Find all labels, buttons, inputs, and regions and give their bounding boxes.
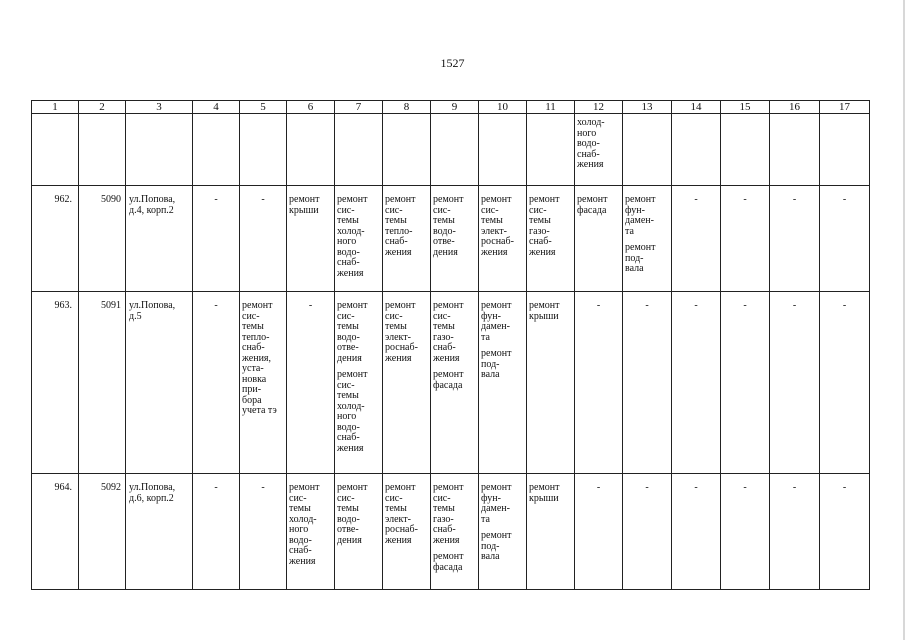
work-cell-col10	[479, 186, 527, 292]
building-code: 5092	[79, 474, 126, 590]
cell-text: снаб-	[433, 524, 456, 535]
work-cell-col9	[431, 474, 479, 590]
work-cell-col10	[479, 474, 527, 590]
cell-text: дения	[337, 352, 362, 364]
cell-text: та	[481, 513, 490, 525]
cell-text: ул.Попова,	[129, 194, 176, 205]
work-cell-col12: -	[575, 474, 623, 590]
header-cell: 2	[79, 101, 126, 114]
table-cell	[383, 114, 431, 186]
header-cell: 4	[193, 101, 240, 114]
cell-text: холод-	[289, 513, 317, 525]
cell-text: снаб-	[242, 342, 265, 353]
cell-text: дамен-	[625, 215, 654, 226]
work-cell-col12	[575, 186, 623, 292]
work-cell-col16: -	[770, 474, 820, 590]
cell-text: тепло-	[385, 225, 413, 237]
cell-text: под-	[481, 540, 500, 552]
work-cell-col13: -	[623, 474, 672, 590]
table-row	[32, 186, 870, 292]
cell-text: ул.Попова,	[129, 300, 176, 311]
row-number: 962.	[32, 186, 79, 292]
cell-text: жения	[385, 352, 412, 364]
cell-text: снаб-	[577, 148, 600, 160]
work-cell-col6	[287, 186, 335, 292]
work-cell-col15: -	[721, 474, 770, 590]
cell-text: темы	[433, 321, 455, 332]
cell-text: ремонт	[289, 194, 320, 205]
cell-text: сис-	[289, 492, 307, 504]
cell-text: уста-	[242, 363, 264, 374]
cell-text: снаб-	[385, 236, 408, 247]
cell-text: водо-	[337, 331, 360, 343]
header-cell: 17	[820, 101, 870, 114]
work-cell-col4: -	[193, 186, 240, 292]
cell-text: под-	[625, 252, 644, 264]
cell-text: та	[625, 225, 634, 237]
cell-text: учета тэ	[242, 405, 277, 416]
cell-text: бора	[242, 394, 262, 406]
cell-text: новка	[242, 373, 267, 385]
cell-text: вала	[625, 263, 644, 274]
table-cell	[126, 114, 193, 186]
cell-text: крыши	[289, 204, 319, 216]
cell-text: водо-	[433, 225, 456, 237]
cell-text: ного	[289, 524, 309, 535]
cell-text: темы	[242, 321, 264, 332]
cell-text: жения	[337, 267, 364, 279]
cell-text: фун-	[481, 492, 501, 504]
work-cell-col11	[527, 474, 575, 590]
cell-text: снаб-	[289, 545, 312, 556]
table-cell	[193, 114, 240, 186]
cell-text: вала	[481, 551, 500, 562]
work-cell-col5: -	[240, 186, 287, 292]
work-cell-col15: -	[721, 292, 770, 474]
cell-text: крыши	[529, 310, 559, 322]
cell-text: темы	[433, 503, 455, 514]
cell-text: тепло-	[242, 331, 270, 343]
cell-text: элект-	[385, 331, 411, 343]
header-cell: 16	[770, 101, 820, 114]
table-cell	[820, 114, 870, 186]
cell-text: сис-	[337, 310, 355, 322]
cell-text: сис-	[337, 204, 355, 216]
work-cell-col13: -	[623, 292, 672, 474]
cell-text: сис-	[433, 492, 451, 504]
work-cell-col8	[383, 474, 431, 590]
address-cell	[126, 474, 193, 590]
building-code: 5090	[79, 186, 126, 292]
table-cell	[431, 114, 479, 186]
cell-text: сис-	[529, 204, 547, 216]
repair-schedule-table	[31, 100, 870, 590]
work-cell-col11	[527, 186, 575, 292]
work-cell-col12: -	[575, 292, 623, 474]
cell-text: фун-	[625, 204, 645, 216]
cell-text: роснаб-	[385, 524, 418, 535]
header-cell: 11	[527, 101, 575, 114]
cell-text: ремонт	[529, 300, 560, 311]
cell-text: ного	[337, 411, 357, 422]
work-cell-col16: -	[770, 292, 820, 474]
work-cell-col10	[479, 292, 527, 474]
table-cell	[575, 114, 623, 186]
cell-text: жения	[433, 534, 460, 546]
work-cell-col17: -	[820, 186, 870, 292]
cell-text: жения	[385, 534, 412, 546]
header-cell: 6	[287, 101, 335, 114]
cell-text: снаб-	[529, 236, 552, 247]
cell-text: жения	[433, 352, 460, 364]
cell-text: водо-	[337, 421, 360, 433]
cell-text: ремонт	[481, 482, 512, 493]
work-cell-col4: -	[193, 474, 240, 590]
work-cell-col14: -	[672, 292, 721, 474]
header-cell: 1	[32, 101, 79, 114]
cell-text: фасада	[433, 379, 463, 391]
cell-text: темы	[337, 215, 359, 226]
work-cell-col7	[335, 186, 383, 292]
cell-text: фасада	[433, 561, 463, 573]
cell-text: снаб-	[433, 342, 456, 353]
table-cell	[287, 114, 335, 186]
cell-text: при-	[242, 384, 262, 395]
cell-text: газо-	[433, 331, 454, 343]
cell-text: темы	[289, 503, 311, 514]
cell-text: темы	[433, 215, 455, 226]
cell-text: водо-	[289, 534, 312, 546]
header-cell: 15	[721, 101, 770, 114]
cell-text: темы	[337, 321, 359, 332]
cell-text: д.6, корп.2	[129, 492, 174, 504]
cell-text: газо-	[433, 513, 454, 525]
cell-text: ремонт	[433, 551, 464, 562]
building-code: 5091	[79, 292, 126, 474]
cell-text: ремонт	[337, 300, 368, 311]
table-body	[32, 101, 870, 590]
header-cell: 3	[126, 101, 193, 114]
cell-text: ремонт	[385, 300, 416, 311]
work-cell-col8	[383, 292, 431, 474]
work-cell-col14: -	[672, 186, 721, 292]
cell-text: темы	[385, 321, 407, 332]
table-cell	[770, 114, 820, 186]
cell-text: ремонт	[481, 348, 512, 359]
cell-text: темы	[337, 390, 359, 401]
cell-text: снаб-	[337, 257, 360, 268]
cell-text: ул.Попова,	[129, 482, 176, 493]
cell-text: д.5	[129, 310, 142, 322]
cell-text: д.4, корп.2	[129, 204, 174, 216]
row-number: 964.	[32, 474, 79, 590]
header-cell: 10	[479, 101, 527, 114]
table-cell	[335, 114, 383, 186]
table-cell	[721, 114, 770, 186]
header-cell: 12	[575, 101, 623, 114]
cell-text: ремонт	[385, 194, 416, 205]
cell-text: жения	[577, 159, 604, 170]
cell-text: сис-	[337, 379, 355, 391]
cell-text: ремонт	[481, 300, 512, 311]
work-cell-col15: -	[721, 186, 770, 292]
table-cell	[240, 114, 287, 186]
cell-text: сис-	[481, 204, 499, 216]
work-cell-col8	[383, 186, 431, 292]
cell-text: темы	[385, 503, 407, 514]
work-cell-col5: -	[240, 474, 287, 590]
cell-text: сис-	[433, 310, 451, 322]
table-cell	[623, 114, 672, 186]
page-number: 1527	[440, 56, 465, 70]
cell-text: вала	[481, 369, 500, 380]
work-cell-col17: -	[820, 474, 870, 590]
cell-text: водо-	[577, 138, 600, 149]
cell-text: сис-	[242, 310, 260, 322]
address-cell	[126, 186, 193, 292]
header-cell: 14	[672, 101, 721, 114]
work-cell-col11	[527, 292, 575, 474]
cell-text: отве-	[433, 236, 455, 247]
continuation-row	[32, 114, 870, 186]
cell-text: холод-	[337, 225, 365, 237]
cell-text: под-	[481, 358, 500, 370]
cell-text: сис-	[337, 492, 355, 504]
table-cell	[479, 114, 527, 186]
cell-text: ремонт	[481, 194, 512, 205]
table-row	[32, 474, 870, 590]
work-cell-col7	[335, 292, 383, 474]
work-cell-col17: -	[820, 292, 870, 474]
cell-text: газо-	[529, 225, 550, 237]
work-cell-col4: -	[193, 292, 240, 474]
header-cell: 5	[240, 101, 287, 114]
cell-text: ремонт	[337, 482, 368, 493]
cell-text: роснаб-	[385, 342, 418, 353]
cell-text: жения	[289, 555, 316, 567]
header-cell: 8	[383, 101, 431, 114]
cell-text: жения,	[242, 352, 272, 364]
cell-text: темы	[529, 215, 551, 226]
cell-text: жения	[529, 246, 556, 258]
cell-text: жения	[337, 442, 364, 454]
cell-text: холод-	[337, 400, 365, 412]
table-cell	[672, 114, 721, 186]
cell-text: ремонт	[433, 300, 464, 311]
cell-text: дамен-	[481, 321, 510, 332]
cell-text: сис-	[385, 492, 403, 504]
work-cell-col9	[431, 292, 479, 474]
cell-text: дамен-	[481, 503, 510, 514]
cell-text: темы	[337, 503, 359, 514]
cell-text: сис-	[385, 204, 403, 216]
cell-text: ремонт	[337, 369, 368, 380]
cell-text: темы	[385, 215, 407, 226]
cell-text: водо-	[337, 513, 360, 525]
cell-text: ремонт	[625, 194, 656, 205]
table-row	[32, 292, 870, 474]
cell-text: темы	[481, 215, 503, 226]
table-cell	[527, 114, 575, 186]
cell-text: роснаб-	[481, 236, 514, 247]
cell-text: отве-	[337, 524, 359, 535]
cell-text: элект-	[385, 513, 411, 525]
row-number: 963.	[32, 292, 79, 474]
header-cell: 9	[431, 101, 479, 114]
cell-text: та	[481, 331, 490, 343]
work-cell-col16: -	[770, 186, 820, 292]
work-cell-col6	[287, 474, 335, 590]
cell-text: снаб-	[337, 432, 360, 443]
cell-text: крыши	[529, 492, 559, 504]
cell-text: холод-	[577, 117, 605, 128]
cell-text: фасада	[577, 204, 607, 216]
cell-text: ремонт	[242, 300, 273, 311]
cell-text: ремонт	[433, 369, 464, 380]
work-cell-col7	[335, 474, 383, 590]
cell-text: ремонт	[433, 482, 464, 493]
cell-text: ремонт	[433, 194, 464, 205]
cell-text: дения	[337, 534, 362, 546]
table-cell	[32, 114, 79, 186]
work-cell-col5	[240, 292, 287, 474]
work-cell-col14: -	[672, 474, 721, 590]
cell-text: ремонт	[337, 194, 368, 205]
cell-text: жения	[385, 246, 412, 258]
cell-text: сис-	[385, 310, 403, 322]
table-cell	[79, 114, 126, 186]
address-cell	[126, 292, 193, 474]
cell-text: ремонт	[625, 242, 656, 253]
cell-text: ремонт	[481, 530, 512, 541]
header-cell: 7	[335, 101, 383, 114]
cell-text: дения	[433, 246, 458, 258]
work-cell-col9	[431, 186, 479, 292]
cell-text: сис-	[433, 204, 451, 216]
header-row	[32, 101, 870, 114]
cell-text: элект-	[481, 225, 507, 237]
cell-text: ремонт	[529, 194, 560, 205]
cell-text: ного	[337, 236, 357, 247]
work-cell-col6: -	[287, 292, 335, 474]
cell-text: жения	[481, 246, 508, 258]
cell-text: водо-	[337, 246, 360, 258]
cell-text: ремонт	[577, 194, 608, 205]
cell-text: ремонт	[529, 482, 560, 493]
work-cell-col13	[623, 186, 672, 292]
cell-text: фун-	[481, 310, 501, 322]
cell-text: ремонт	[385, 482, 416, 493]
cell-text: ного	[577, 127, 597, 139]
header-cell: 13	[623, 101, 672, 114]
cell-text: ремонт	[289, 482, 320, 493]
cell-text: отве-	[337, 342, 359, 353]
